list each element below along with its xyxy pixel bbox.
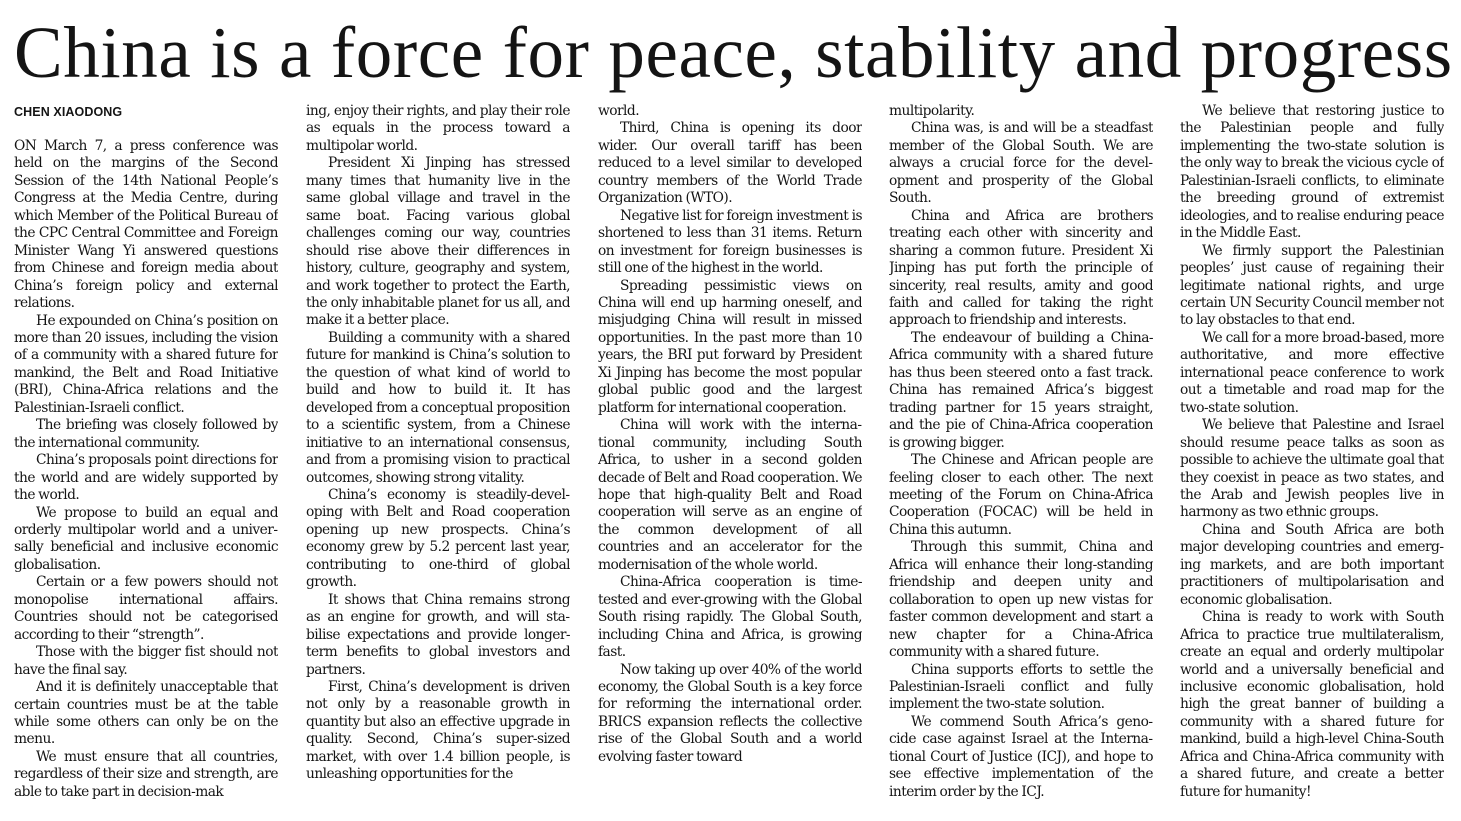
- paragraph: China and South Africa are both major developing countries and emerging markets, and are both important practitioners of multipolarisation and economic globalisation.: [1180, 521, 1444, 608]
- article-column-2: [306, 103, 570, 815]
- paragraph: We must ensure that all countries, regardless of their size and strength, are able to take part in decision-mak: [14, 748, 278, 800]
- paragraph: The endeavour of building a China-Africa community with a shared future has thus been steered onto a fast track. China has remained Africa’s biggest trading partner for 15 years straight, and the pie of China-Africa cooperation is growing bigger.: [889, 329, 1153, 451]
- paragraph: We call for a more broad-based, more authoritative, and more effective international peace conference to work out a timetable and road map for the two-state solution.: [1180, 329, 1444, 416]
- byline: CHEN XIAODONG: [14, 105, 123, 119]
- article-column-1: [14, 138, 278, 815]
- paragraph: Spreading pessimistic views on China will end up harming oneself, and misjudging China will result in missed opportunities. In the past more than 10 years, the BRI put forward by President Xi Jinping has become the most popular global public good and the largest platform for international cooperation.: [598, 277, 862, 416]
- paragraph: China was, is and will be a steadfast member of the Global South. We are always a crucial force for the development and prosperity of the Global South.: [889, 120, 1153, 207]
- paragraph: We believe that Palestine and Israel should resume peace talks as soon as possible to achieve the ultimate goal that they coexist in peace as two states, and the Arab and Jewish peoples live in harmony as two ethnic groups.: [1180, 417, 1444, 521]
- paragraph: China’s economy is steadily-developing with Belt and Road cooperation opening up new prospects. China’s economy grew by 5.2 percent last year, contributing to one-third of global growth.: [306, 486, 570, 591]
- paragraph: We propose to build an equal and orderly multipolar world and a universally beneficial and inclusive economic globalisation.: [14, 504, 278, 573]
- article-column-5: [1180, 103, 1444, 815]
- paragraph: Those with the bigger fist should not have the final say.: [14, 644, 278, 678]
- paragraph: Through this summit, China and Africa will enhance their long-standing friendship and deepen unity and collaboration to open up new vistas for faster common development and start a new chapter for a China-Africa community with a shared future.: [889, 539, 1153, 661]
- paragraph: China will work with the international community, including South Africa, to usher in a second golden decade of Belt and Road cooperation. We hope that high-quality Belt and Road cooperation will serve as an engine of the common development of all countries and an accelerator for the modernisation of the whole world.: [598, 417, 862, 573]
- paragraph: Now taking up over 40% of the world economy, the Global South is a key force for reforming the international order. BRICS expansion reflects the collective rise of the Global South and a world evolving faster toward: [598, 661, 862, 765]
- paragraph: The briefing was closely followed by the international community.: [14, 417, 278, 451]
- paragraph: China is ready to work with South Africa to practice true multilateralism, create an equal and orderly multipolar world and a universally beneficial and inclusive economic globalisation, hold high the great banner of building a community with a shared future for mankind, build a high-level China-South Africa and China-Africa community with a shared future, and create a better future for humanity!: [1180, 609, 1444, 800]
- paragraph: world.: [598, 103, 640, 119]
- paragraph: ing, enjoy their rights, and play their role as equals in the process toward a multipolar world.: [306, 103, 570, 154]
- paragraph: multipolarity.: [889, 103, 975, 119]
- paragraph: We believe that restoring justice to the Palestinian people and fully implementing the two-state solution is the only way to break the vicious cycle of Palestinian-Israeli conflicts, to eliminate the breeding ground of extremist ideologies, and to realise enduring peace in the Middle East.: [1180, 103, 1444, 242]
- headline: China is a force for peace, stability and progress: [14, 12, 1453, 93]
- paragraph: President Xi Jinping has stressed many times that humanity live in the same global village and travel in the same boat. Facing various global challenges coming our way, countries should rise above their differences in history, culture, geography and system, and work together to protect the Earth, the only inhabitable planet for us all, and make it a better place.: [306, 155, 570, 329]
- paragraph: ON March 7, a press conference was held on the margins of the Second Session of the 14th National People’s Congress at the Media Centre, during which Member of the Political Bureau of the CPC Central Committee and Foreign Minister Wang Yi answered questions from Chinese and foreign media about China’s foreign policy and external relations.: [14, 138, 278, 312]
- paragraph: China supports efforts to settle the Palestinian-Israeli conflict and fully implement the two-state solution.: [889, 661, 1153, 713]
- paragraph: China and Africa are brothers treating each other with sincerity and sharing a common future. President Xi Jinping has put forth the principle of sincerity, real results, amity and good faith and called for taking the right approach to friendship and interests.: [889, 207, 1153, 329]
- paragraph: China-Africa cooperation is time-tested and ever-growing with the Global South rising rapidly. The Global South, including China and Africa, is growing fast.: [598, 574, 862, 661]
- paragraph: We firmly support the Palestinian peoples’ just cause of regaining their legitimate national rights, and urge certain UN Security Council member not to lay obstacles to that end.: [1180, 242, 1444, 329]
- paragraph: He expounded on China’s position on more than 20 issues, including the vision of a community with a shared future for mankind, the Belt and Road Initiative (BRI), China-Africa relations and the Palestinian-Israeli conflict.: [14, 312, 278, 416]
- paragraph: Negative list for foreign investment is shortened to less than 31 items. Return on investment for foreign businesses is still one of the highest in the world.: [598, 207, 862, 277]
- paragraph: Building a community with a shared future for mankind is China’s solution to the question of what kind of world to build and how to build it. It has developed from a conceptual proposition to a scientific system, from a Chinese initiative to an international consensus, and from a promising vision to practical outcomes, showing strong vitality.: [306, 329, 570, 486]
- paragraph: First, China’s development is driven not only by a reasonable growth in quantity but also an effective upgrade in quality. Second, China’s super-sized market, with over 1.4 billion people, is unleashing opportunities for the: [306, 678, 570, 783]
- paragraph: Certain or a few powers should not monopolise international affairs. Countries should not be categorised according to their “strength”.: [14, 574, 278, 643]
- article-column-3: [598, 103, 862, 815]
- paragraph: We commend South Africa’s genocide case against Israel at the International Court of Justice (ICJ), and hope to see effective implementation of the interim order by the ICJ.: [889, 713, 1153, 800]
- paragraph: And it is definitely unacceptable that certain countries must be at the table while some others can only be on the menu.: [14, 679, 278, 748]
- article-column-4: [889, 103, 1153, 815]
- paragraph: It shows that China remains strong as an engine for growth, and will stabilise expectations and provide longer-term benefits to global investors and partners.: [306, 591, 570, 678]
- paragraph: Third, China is opening its door wider. Our overall tariff has been reduced to a level similar to developed country members of the World Trade Organization (WTO).: [598, 120, 862, 207]
- paragraph: The Chinese and African people are feeling closer to each other. The next meeting of the Forum on China-Africa Cooperation (FOCAC) will be held in China this autumn.: [889, 452, 1153, 538]
- paragraph: China’s proposals point directions for the world and are widely supported by the world.: [14, 452, 278, 504]
